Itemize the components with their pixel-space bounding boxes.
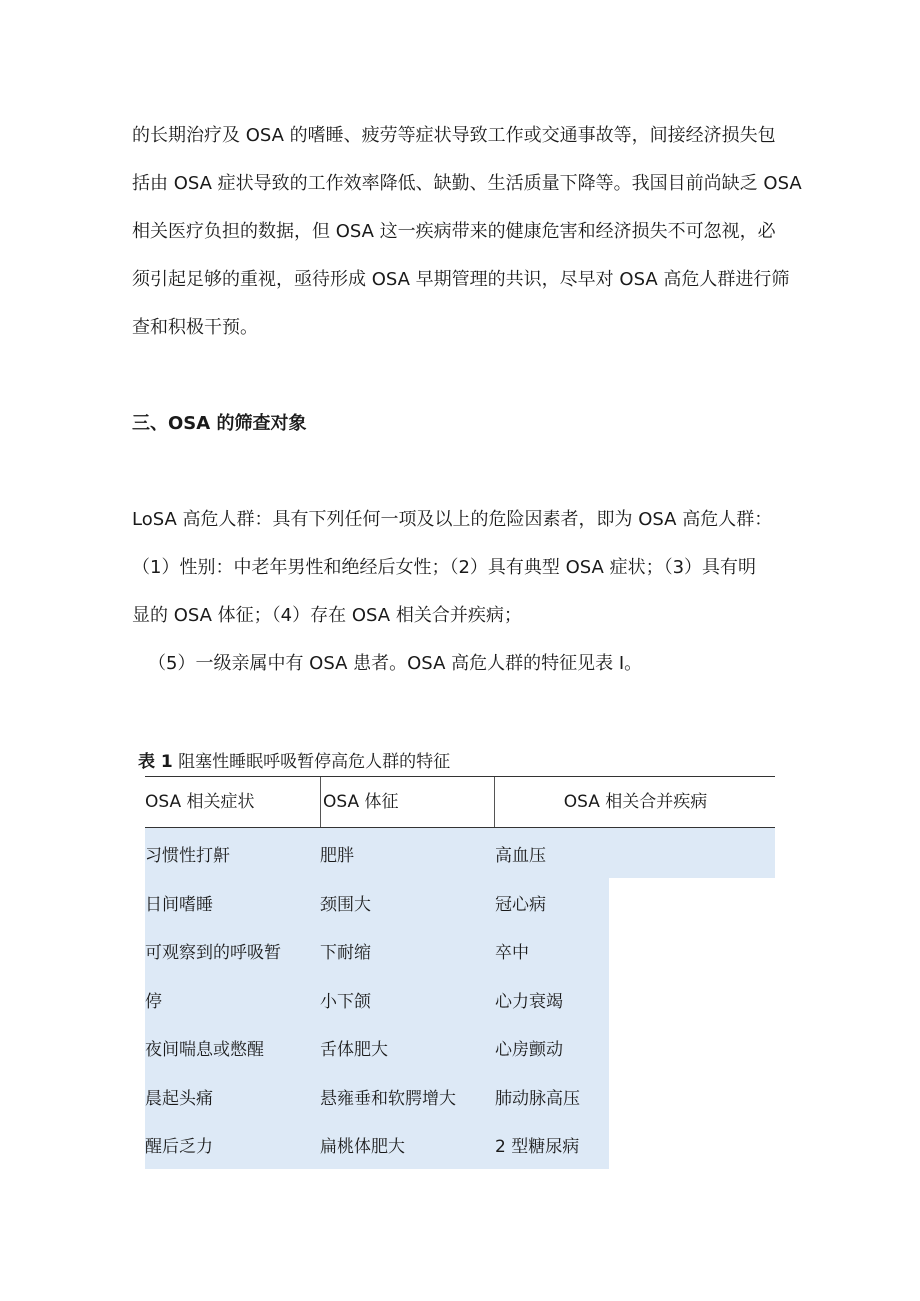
paragraph-line: （1）性别：中老年男性和绝经后女性；（2）具有典型 OSA 症状；（3）具有明 <box>132 557 757 578</box>
table-row <box>145 927 609 976</box>
cell-sign: 颈围大 <box>320 894 371 915</box>
cell-symptom: 可观察到的呼吸暂 <box>145 943 281 964</box>
cell-sign: 扁桃体肥大 <box>320 1137 405 1158</box>
cell-symptom: 停 <box>145 991 162 1012</box>
table-caption-label: 表 1 <box>138 752 173 772</box>
table-header-row <box>145 776 775 828</box>
cell-comorbidity: 心房颤动 <box>495 1040 563 1061</box>
paragraph-line: 查和积极干预。 <box>132 317 258 338</box>
paragraph-line: 须引起足够的重视，亟待形成 OSA 早期管理的共识，尽早对 OSA 高危人群进行筛 <box>132 269 790 290</box>
paragraph-line: 括由 OSA 症状导致的工作效率降低、缺勤、生活质量下降等。我国目前尚缺乏 OSA <box>132 173 802 194</box>
table-body <box>145 828 775 1169</box>
cell-sign: 肥胖 <box>320 845 354 866</box>
paragraph-line: （5）一级亲属中有 OSA 患者。OSA 高危人群的特征见表 I。 <box>148 653 643 674</box>
paragraph-line: LoSA 高危人群：具有下列任何一项及以上的危险因素者，即为 OSA 高危人群： <box>132 509 773 530</box>
paragraph-line: 显的 OSA 体征；（4）存在 OSA 相关合并疾病； <box>132 605 522 626</box>
cell-comorbidity: 心力衰竭 <box>495 991 563 1012</box>
cell-symptom: 醒后乏力 <box>145 1137 213 1158</box>
table-row <box>145 975 609 1024</box>
table-row <box>145 1072 609 1121</box>
table-caption <box>138 748 450 776</box>
table-row <box>145 878 609 927</box>
cell-comorbidity: 2 型糖尿病 <box>495 1137 580 1158</box>
table-row <box>145 1024 609 1073</box>
cell-sign: 舌体肥大 <box>320 1040 388 1061</box>
cell-sign: 悬雍垂和软腭增大 <box>320 1088 456 1109</box>
body-paragraph-screening <box>132 496 802 688</box>
paragraph-line: 相关医疗负担的数据，但 OSA 这一疾病带来的健康危害和经济损失不可忽视，必 <box>132 221 776 242</box>
header-symptoms: OSA 相关症状 <box>145 792 255 812</box>
cell-symptom: 夜间喘息或憋醒 <box>145 1040 264 1061</box>
cell-symptom: 日间嗜睡 <box>145 894 213 915</box>
cell-sign: 小下颌 <box>320 991 371 1012</box>
paragraph-line: 的长期治疗及 OSA 的嗜睡、疲劳等症状导致工作或交通事故等，间接经济损失包 <box>132 125 776 146</box>
section-heading: 三、OSA 的筛查对象 <box>132 413 307 434</box>
cell-sign: 下耐缩 <box>320 943 371 964</box>
header-signs: OSA 体征 <box>320 777 495 827</box>
cell-comorbidity: 卒中 <box>495 943 529 964</box>
table-caption-text: 阻塞性睡眠呼吸暂停高危人群的特征 <box>178 752 451 772</box>
cell-comorbidity: 高血压 <box>495 845 546 866</box>
body-paragraph-cost <box>132 112 802 352</box>
osa-features-table <box>145 776 775 1169</box>
cell-symptom: 习惯性打鼾 <box>145 845 230 866</box>
cell-comorbidity: 冠心病 <box>495 894 546 915</box>
cell-comorbidity: 肺动脉高压 <box>495 1088 580 1109</box>
cell-symptom: 晨起头痛 <box>145 1088 213 1109</box>
table-row <box>145 828 775 878</box>
table-row <box>145 1121 609 1170</box>
header-comorbidities: OSA 相关合并疾病 <box>494 777 776 827</box>
